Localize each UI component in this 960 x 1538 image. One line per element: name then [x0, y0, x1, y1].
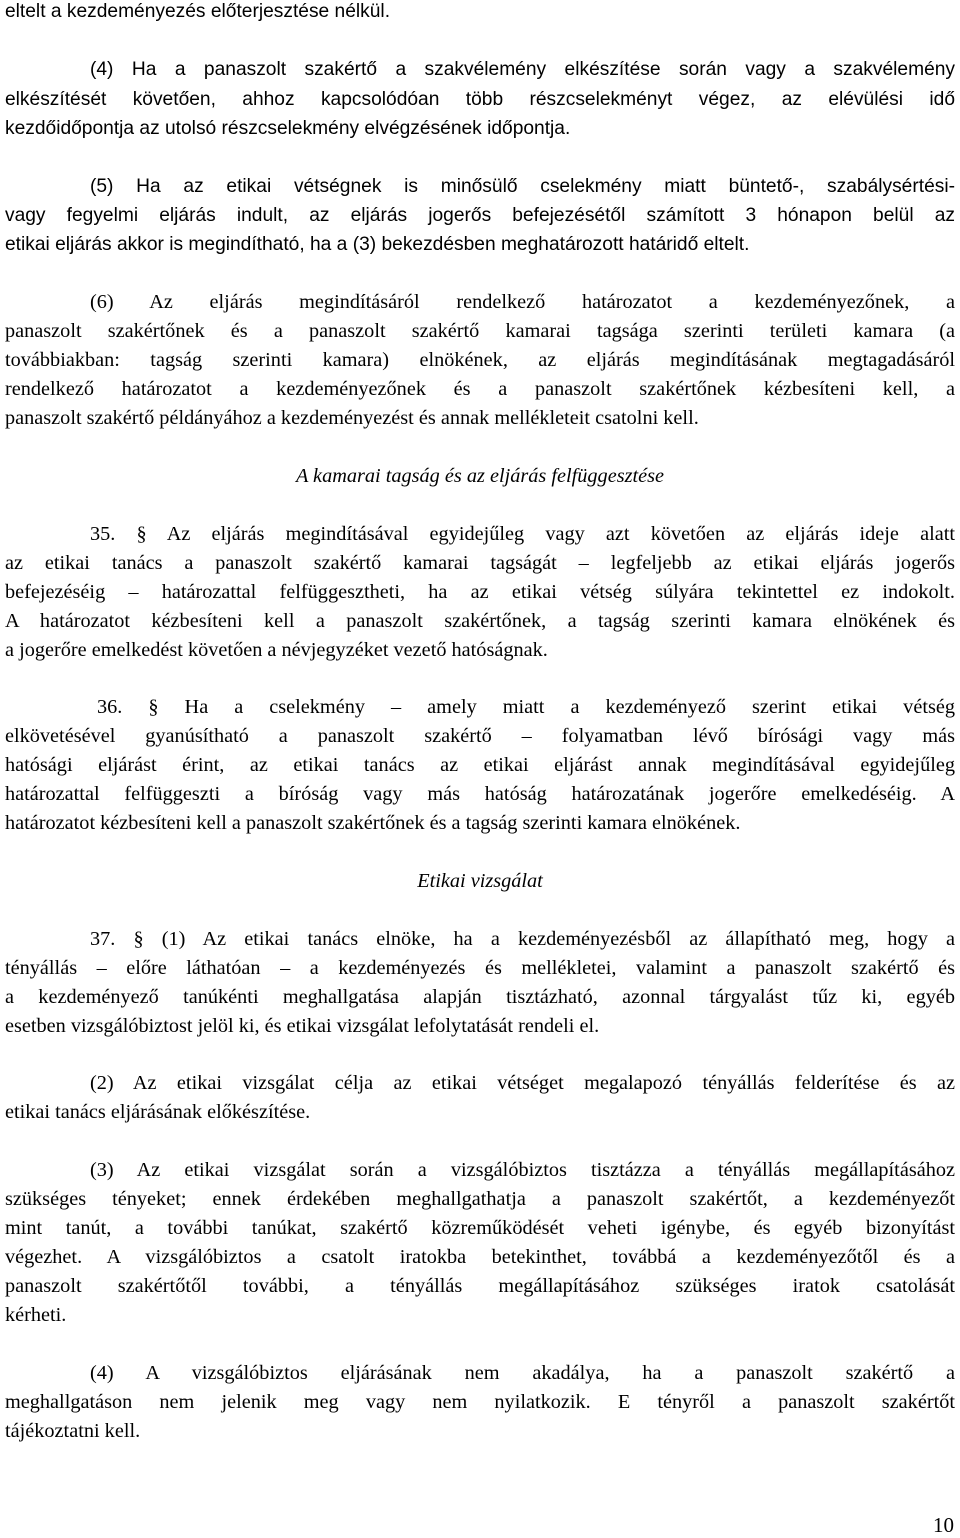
text-line: kérheti.	[5, 1304, 67, 1326]
text-line: tényállás – előre láthatóan – a kezdeményezés és mellékletei, valamint a panaszolt szakértő és	[5, 957, 955, 979]
text-line: panaszolt szakértőnek és a panaszolt szakértő kamarai tagsága szerinti területi kamara (a	[5, 320, 955, 342]
text-line: 36. § Ha a cselekmény – amely miatt a kezdeményező szerint etikai vétség	[97, 696, 955, 718]
text-line: esetben vizsgálóbiztost jelöl ki, és etikai vizsgálat lefolytatását rendeli el.	[5, 1015, 600, 1037]
text-line: vagy fegyelmi eljárás indult, az eljárás jogerős befejezésétől számított 3 hónapon belül az	[5, 205, 955, 226]
section-heading: Etikai vizsgálat	[417, 870, 543, 892]
text-line: panaszolt szakértő példányához a kezdeményezést és annak mellékleteit csatolni kell.	[5, 407, 699, 429]
text-line: befejezéséig – határozattal felfüggesztheti, ha az etikai vétség súlyára tekintettel ez indokolt.	[5, 581, 955, 603]
text-line: hatósági eljárást érint, az etikai tanács az etikai eljárást annak megindításával egyidejűleg	[5, 754, 955, 776]
text-line: (6) Az eljárás megindításáról rendelkező határozatot a kezdeményezőnek, a	[90, 291, 955, 313]
text-line: rendelkező határozatot a kezdeményezőnek és a panaszolt szakértőnek kézbesíteni kell, a	[5, 378, 955, 400]
text-line: (3) Az etikai vizsgálat során a vizsgálóbiztos tisztázza a tényállás megállapításához	[90, 1159, 955, 1181]
page-number: 10	[933, 1513, 954, 1537]
text-line: elkészítését követően, ahhoz kapcsolódóan több részcselekményt végez, az elévülési idő	[5, 89, 955, 110]
text-line: végezhet. A vizsgálóbiztos a csatolt iratokba betekinthet, továbbá a kezdeményezőtől és a	[5, 1246, 955, 1268]
text-line: elkövetésével gyanúsítható a panaszolt szakértő – folyamatban lévő bírósági vagy más	[5, 725, 955, 747]
text-line: eltelt a kezdeményezés előterjesztése nélkül.	[5, 1, 391, 22]
text-line: a kezdeményező tanúkénti meghallgatása alapján tisztázható, azonnal tárgyalást tűz ki, egyéb	[5, 986, 955, 1008]
text-line: a jogerőre emelkedést követően a névjegyzéket vezető hatóságnak.	[5, 639, 548, 661]
text-line: (4) Ha a panaszolt szakértő a szakvélemény elkészítése során vagy a szakvélemény	[90, 59, 955, 80]
text-line: (2) Az etikai vizsgálat célja az etikai vétséget megalapozó tényállás felderítése és az	[90, 1072, 955, 1094]
text-line: etikai eljárás akkor is megindítható, ha a (3) bekezdésben meghatározott határidő eltelt.	[5, 234, 750, 255]
text-line: határozatot kézbesíteni kell a panaszolt szakértőnek és a tagság szerinti kamara elnökének.	[5, 812, 741, 834]
text-line: panaszolt szakértőtől további, a tényállás megállapításához szükséges iratok csatolását	[5, 1275, 955, 1297]
section-heading: A kamarai tagság és az eljárás felfüggesztése	[295, 465, 665, 487]
text-line: mint tanút, a további tanúkat, szakértő közreműködését veheti igénybe, és egyéb bizonyítást	[5, 1217, 955, 1239]
text-line: A határozatot kézbesíteni kell a panaszolt szakértőnek, a tagság szerinti kamara elnökének és	[5, 610, 955, 632]
text-line: továbbiakban: tagság szerinti kamara) elnökének, az eljárás megindításának megtagadásáról	[5, 349, 955, 371]
text-line: meghallgatáson nem jelenik meg vagy nem nyilatkozik. E tényről a panaszolt szakértőt	[5, 1391, 955, 1413]
text-line: 37. § (1) Az etikai tanács elnöke, ha a kezdeményezésből az állapítható meg, hogy a	[90, 928, 955, 950]
text-line: határozattal felfüggeszti a bíróság vagy más hatóság határozatának jogerőre emelkedéséig. A	[5, 783, 955, 805]
text-line: (5) Ha az etikai vétségnek is minősülő cselekmény miatt büntető-, szabálysértési-	[90, 176, 955, 197]
text-line: tájékoztatni kell.	[5, 1420, 141, 1442]
text-line: etikai tanács eljárásának előkészítése.	[5, 1101, 311, 1123]
text-line: az etikai tanács a panaszolt szakértő kamarai tagságát – legfeljebb az etikai eljárás jogerős	[5, 552, 955, 574]
text-line: kezdőidőpontja az utolsó részcselekmény elvégzésének időpontja.	[5, 118, 571, 139]
text-line: 35. § Az eljárás megindításával egyidejűleg vagy azt követően az eljárás ideje alatt	[90, 523, 955, 545]
text-line: szükséges tényeket; ennek érdekében meghallgathatja a panaszolt szakértőt, a kezdeményezőt	[5, 1188, 955, 1210]
text-line: (4) A vizsgálóbiztos eljárásának nem akadálya, ha a panaszolt szakértő a	[90, 1362, 955, 1384]
